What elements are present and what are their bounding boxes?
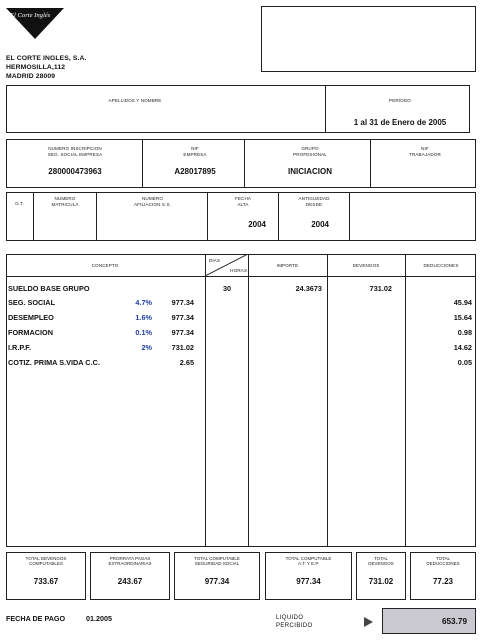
liquido-label-line: LIQUIDO (276, 615, 304, 621)
table-row-importe: 24.3673 (295, 284, 322, 293)
periodo-label: PERIODO (389, 98, 411, 103)
grupo-value: INICIACION (288, 167, 332, 176)
total-label: EXTRAORDINARIAS (108, 561, 152, 567)
total-label: TOTAL COMPUTABLE (285, 556, 332, 561)
total-devengos-computables-box (6, 552, 86, 600)
total-value: 731.02 (368, 577, 394, 586)
recipient-address-box (261, 6, 476, 72)
total-label: TOTAL COMPUTABLE (194, 556, 240, 561)
inscripcion-label-1: NUMERO INSCRIPCION (48, 146, 102, 151)
table-row-concept: SEG. SOCIAL (8, 298, 56, 307)
col-deducciones: DEDUCCIONES (423, 263, 459, 268)
total-label: TOTAL DEVENGOS (25, 556, 67, 561)
table-row-devengos: 731.02 (369, 284, 392, 293)
table-row-deducciones: 45.94 (453, 298, 472, 307)
table-row-deducciones: 14.62 (453, 343, 472, 352)
afiliacion-label-1: NUMERO (141, 196, 164, 201)
total-label: DEDUCCIONES (426, 561, 460, 567)
total-value: 977.34 (204, 577, 230, 586)
total-value: 243.67 (117, 577, 143, 586)
table-row-concept: I.R.P.F. (8, 343, 31, 352)
prorrata-pagas-box (90, 552, 170, 600)
nif-empresa-value: A28017895 (174, 167, 216, 176)
table-row-base: 731.02 (171, 343, 194, 352)
table-row-dias: 30 (222, 284, 232, 293)
liquido-label (276, 614, 313, 630)
total-label: COMPUTABLES (29, 561, 63, 567)
table-row-concept: SUELDO BASE GRUPO (8, 284, 90, 293)
matricula-label-2: MATRICULA (51, 202, 79, 207)
nif-empresa-label-2: EMPRESA (183, 152, 207, 157)
table-row-concept: COTIZ. PRIMA S.VIDA C.C. (8, 358, 100, 367)
fecha-alta-value: 2004 (248, 220, 266, 229)
arrow-right-icon (364, 617, 373, 627)
gt-label: G.T. (15, 201, 24, 206)
total-value: 733.67 (33, 577, 59, 586)
fecha-alta-label-2: ALTA (237, 202, 249, 207)
table-row-base: 977.34 (171, 298, 194, 307)
fecha-alta-label-1: FECHA (234, 196, 252, 201)
fecha-pago-value: 01.2005 (86, 614, 112, 623)
company-address: HERMOSILLA,112 (6, 64, 66, 71)
table-row-concept: FORMACION (8, 328, 53, 337)
table-row-pct: 2% (141, 343, 152, 352)
antiguedad-label-1: ANTIGUEDAD (298, 196, 330, 201)
table-row-pct: 4.7% (135, 298, 152, 307)
total-value: 77.23 (432, 577, 454, 586)
total-label: PRORRATA PAGAS (109, 556, 151, 561)
table-row-base: 977.34 (171, 313, 194, 322)
matricula-label-1: NUMERO (54, 196, 76, 201)
table-row-base: 977.34 (171, 328, 194, 337)
total-label: SEGURIDAD SOCIAL (194, 561, 240, 567)
liquido-box (382, 608, 476, 634)
table-row-deducciones: 15.64 (453, 313, 472, 322)
liquido-value: 653.79 (441, 617, 467, 626)
table-row-deducciones: 0.98 (457, 328, 472, 337)
total-label: TOTAL (373, 556, 389, 561)
col-dias: DIAS (209, 258, 221, 263)
grupo-label-1: GRUPO (301, 146, 319, 151)
table-row-concept: DESEMPLEO (8, 313, 54, 322)
total-label: TOTAL (435, 556, 451, 561)
col-concepto: CONCEPTO (91, 263, 119, 268)
inscripcion-value: 280000473963 (48, 167, 102, 176)
fecha-pago-label: FECHA DE PAGO (6, 614, 66, 623)
total-devengos-box (356, 552, 406, 600)
table-row-base: 2.65 (179, 358, 194, 367)
afiliacion-label-2: AFILIACION S.S. (134, 202, 171, 207)
col-importe: IMPORTE (276, 263, 299, 268)
company-city: MADRID 28009 (6, 73, 56, 80)
total-computable-ss-box (174, 552, 260, 600)
company-logo (6, 8, 64, 40)
company-name: EL CORTE INGLES, S.A. (6, 55, 87, 62)
total-computable-at-box (265, 552, 352, 600)
col-devengos: DEVENGOS (352, 263, 380, 268)
col-horas: HORAS (230, 268, 247, 273)
total-label: A.T. Y E.P. (297, 561, 319, 567)
total-label: DEVENGOS (368, 561, 394, 567)
table-row-pct: 1.6% (135, 313, 152, 322)
nif-empresa-label-1: NIF (191, 146, 199, 151)
total-value: 977.34 (296, 577, 321, 586)
apellidos-label: APELLIDOS Y NOMBRE (108, 98, 162, 103)
table-row-deducciones: 0.05 (457, 358, 472, 367)
nif-trabajador-label-1: NIF (421, 146, 429, 151)
liquido-label-line: PERCIBIDO (276, 623, 313, 629)
table-row-pct: 0.1% (135, 328, 152, 337)
total-deducciones-box (410, 552, 476, 600)
svg-text:El Corte Inglés: El Corte Inglés (10, 12, 51, 19)
nif-trabajador-label-2: TRABAJADOR (409, 152, 441, 157)
antiguedad-label-2: DESDE (305, 202, 323, 207)
antiguedad-value: 2004 (311, 220, 329, 229)
grupo-label-2: PROFESIONAL (293, 152, 327, 157)
inscripcion-label-2: SEG. SOCIAL EMPRESA (47, 152, 103, 157)
periodo-value: 1 al 31 de Enero de 2005 (353, 118, 447, 127)
